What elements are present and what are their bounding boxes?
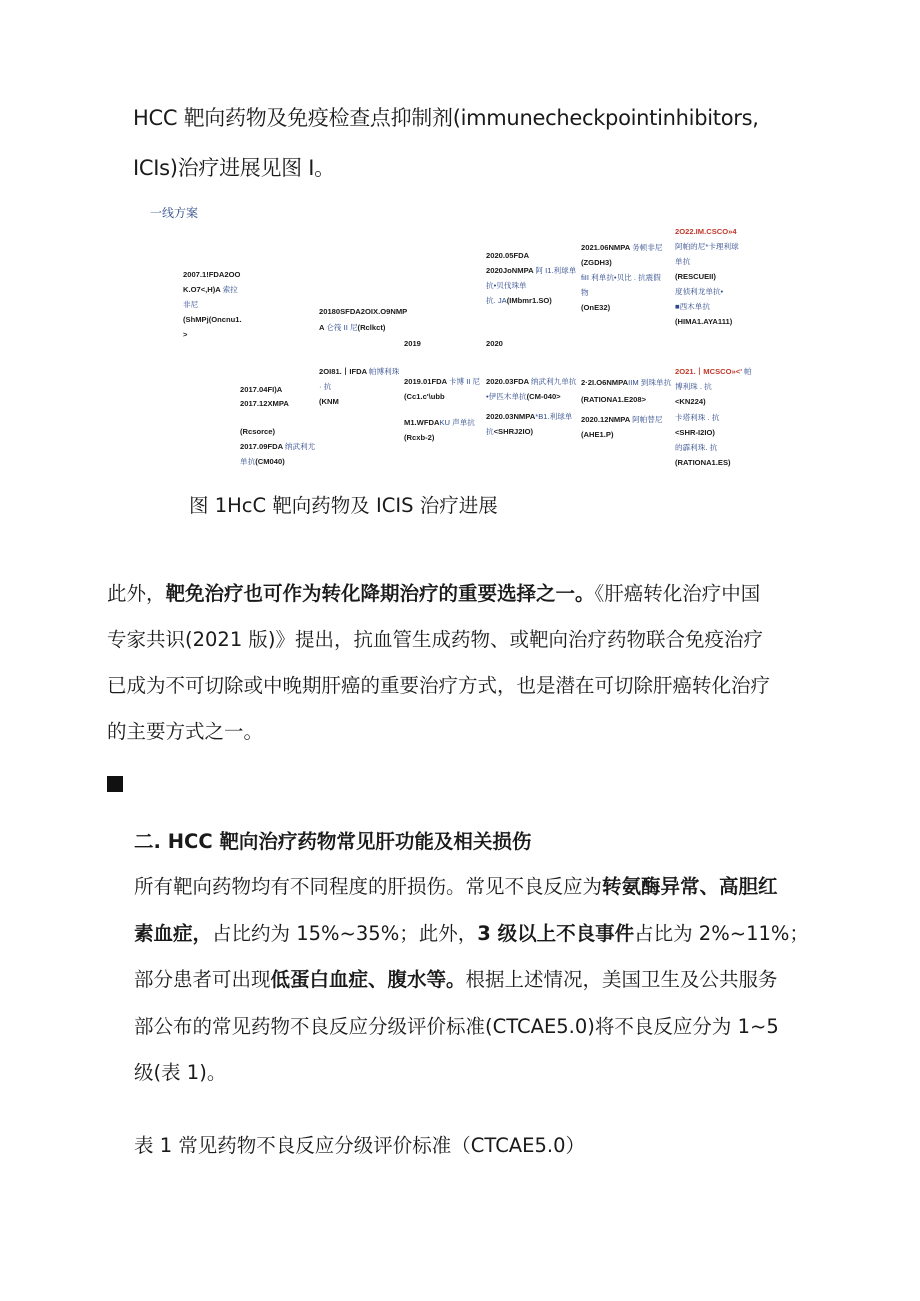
timeline-entry-line xyxy=(486,424,572,439)
timeline-text: •伊匹木单抗 xyxy=(486,392,527,401)
timeline-entry-line xyxy=(675,455,731,470)
timeline-text: 2·2I.O6NMPA xyxy=(581,378,629,387)
timeline-text: 纳武利九单抗 xyxy=(530,377,577,386)
timeline-text: (Rcxb-2) xyxy=(404,433,435,442)
timeline-text: (OnE32) xyxy=(581,303,611,312)
timeline-entry-line xyxy=(581,255,662,270)
timeline-text: 抗 xyxy=(486,427,494,436)
timeline-entry-line xyxy=(486,263,576,278)
paragraph-line: 部分患者可出现低蛋白血症、腹水等。根据上述情况，美国卫生及公共服务 xyxy=(134,968,778,991)
timeline-entry xyxy=(581,240,662,315)
timeline-text: 务顿非尼 xyxy=(632,243,663,252)
table-caption: 表 1 常见药物不良反应分级评价标准（CTCAE5.0） xyxy=(134,1134,585,1157)
timeline-text: 抗•贝伐珠单 xyxy=(486,281,527,290)
year-label: 2019 xyxy=(404,339,421,348)
timeline-entry-line xyxy=(675,425,731,440)
timeline-entry-line xyxy=(319,304,407,320)
timeline-text: 2020.03NMPA xyxy=(486,412,536,421)
timeline-text: 博利珠 . 抗 xyxy=(675,382,712,391)
timeline-text: (CM040) xyxy=(255,457,285,466)
timeline-text: 度侦利龙单抗• xyxy=(675,287,724,296)
timeline-text: 2021.06NMPA xyxy=(581,243,633,252)
timeline-text: · 抗 xyxy=(319,382,332,391)
timeline-entry-line xyxy=(486,248,576,263)
timeline-text: (RESCUEII) xyxy=(675,272,716,281)
paragraph-line: 专家共识(2021 版)》提出，抗血管生成药物、或靶向治疗药物联合免疫治疗 xyxy=(107,628,764,651)
timeline-entry-line xyxy=(675,364,752,379)
timeline-entry-line xyxy=(675,299,739,314)
timeline-text: 的霹利珠. 抗 xyxy=(675,443,718,452)
timeline-text: (AHE1.P) xyxy=(581,430,614,439)
timeline-text: 2O22.IM.CSCO»4 xyxy=(675,227,737,236)
timeline-entry xyxy=(183,267,242,342)
timeline-entry xyxy=(581,412,662,442)
paragraph-conversion-therapy xyxy=(107,571,807,755)
timeline-entry-line xyxy=(581,427,662,442)
paragraph-line: 级(表 1)。 xyxy=(134,1061,227,1084)
timeline-text: M1.WFDA xyxy=(404,418,440,427)
timeline-entry-line xyxy=(675,440,731,455)
timeline-text: (Rcsorce) xyxy=(240,427,276,436)
timeline-text: 阿帕替尼 xyxy=(632,415,663,424)
timeline-entry-line xyxy=(581,374,671,391)
timeline-text: 2007.1!FDA2OO xyxy=(183,270,241,279)
timeline-entry-line xyxy=(183,267,242,282)
figure-caption: 图 1HcC 靶向药物及 ICIS 治疗进展 xyxy=(189,494,498,517)
timeline-entry-line xyxy=(675,254,739,269)
timeline-text: 2020JoNMPA xyxy=(486,266,536,275)
timeline-text: (Cc1.c'\ubb xyxy=(404,392,445,401)
timeline-text: 单抗 xyxy=(240,457,256,466)
paragraph-line: 此外，靶免治疗也可作为转化降期治疗的重要选择之一。《肝癌转化治疗中国 xyxy=(107,582,761,605)
timeline-entry xyxy=(240,383,289,411)
timeline-entry-line xyxy=(675,410,731,425)
timeline-entry xyxy=(404,415,475,445)
timeline-entry xyxy=(675,224,739,329)
timeline-text: (Rclkct) xyxy=(357,323,386,332)
timeline-text: <SHRJ2IO) xyxy=(493,427,534,436)
timeline-entry-line xyxy=(319,320,407,336)
timeline-entry-line xyxy=(581,240,662,255)
timeline-text: 帕博利珠 xyxy=(368,367,400,376)
timeline-entry xyxy=(675,410,731,470)
timeline-entry-line xyxy=(486,278,576,293)
timeline-text: 2019.01FDA xyxy=(404,377,449,386)
timeline-text: 2020.03FDA xyxy=(486,377,531,386)
timeline-entry-line xyxy=(404,389,480,404)
timeline-text: 2020.05FDA xyxy=(486,251,530,260)
section-heading: 二. HCC 靶向治疗药物常见肝功能及相关损伤 xyxy=(134,830,532,853)
timeline-entry xyxy=(486,248,576,308)
timeline-entry xyxy=(319,304,407,336)
timeline-text: (RATIONA1.E208> xyxy=(581,395,647,404)
timeline-text: <SHR-I2IO) xyxy=(675,428,715,437)
timeline-entry-line xyxy=(486,293,576,308)
timeline-text: A xyxy=(319,323,327,332)
timeline-text: 非尼 xyxy=(183,300,199,309)
paragraph-line: 的主要方式之一。 xyxy=(107,720,264,743)
timeline-text: 帕 xyxy=(744,367,752,376)
timeline-entry-line xyxy=(319,394,399,409)
timeline-entry-line xyxy=(675,394,752,409)
timeline-entry-line xyxy=(675,379,752,394)
timeline-entry-line xyxy=(183,327,242,342)
timeline-entry-line xyxy=(675,269,739,284)
timeline-text: 2O21.丨MCSCO»<' xyxy=(675,367,745,376)
timeline-entry xyxy=(404,374,480,404)
timeline-entry xyxy=(581,374,671,408)
paragraph-line: 部公布的常见药物不良反应分级评价标准(CTCAE5.0)将不良反应分为 1~5 xyxy=(134,1014,779,1038)
timeline-text: 仑筏 II 尼 xyxy=(326,323,358,332)
timeline-entry xyxy=(675,364,752,409)
timeline-entry-line xyxy=(404,430,475,445)
timeline-text: *B1.利球单 xyxy=(535,412,573,421)
timeline-text: 单抗 xyxy=(675,257,691,266)
timeline-entry-line xyxy=(486,389,576,404)
timeline-text: 20180SFDA2OIX.O9NMP xyxy=(319,307,408,316)
timeline-text: (IMbmr1.SO) xyxy=(506,296,552,305)
figure-label: 一线方案 xyxy=(150,206,199,220)
timeline-text: (RATIONA1.ES) xyxy=(675,458,731,467)
timeline-text: 2017.09FDA xyxy=(240,442,285,451)
paragraph-line: 素血症，占比约为 15%~35%；此外，3 级以上不良事件占比为 2%~11%； xyxy=(134,921,809,945)
timeline-text: ■西木单抗 xyxy=(675,302,710,311)
timeline-entry-line xyxy=(183,312,242,327)
timeline-text: (HIMA1.AYA111) xyxy=(675,317,733,326)
timeline-text: 抗. JA xyxy=(486,296,507,305)
timeline-text: 物 xyxy=(581,288,589,297)
timeline-entry xyxy=(486,409,572,439)
timeline-text: 阿帕的尼*卡理利球 xyxy=(675,242,739,251)
timeline-text: 2017.04FI)A xyxy=(240,385,283,394)
timeline-entry xyxy=(240,424,315,469)
timeline-entry-line xyxy=(240,424,315,439)
timeline-entry-line xyxy=(404,415,475,430)
timeline-text: 2017.12XMPA xyxy=(240,399,289,408)
timeline-text: fiII 利单抗•贝比 . 抗震假 xyxy=(581,273,661,282)
timeline-entry-line xyxy=(581,270,662,285)
timeline-text: 纳武利尤 xyxy=(284,442,316,451)
paragraph-liver-injury xyxy=(134,864,810,1097)
timeline-entry-line xyxy=(319,379,399,394)
timeline-text: 卡博 II 尼 xyxy=(448,377,481,386)
timeline-entry-line xyxy=(581,285,662,300)
timeline-entry-line xyxy=(486,374,576,389)
timeline-entry-line xyxy=(486,409,572,424)
timeline-text: 2020.12NMPA xyxy=(581,415,633,424)
timeline-text: (ZGDH3) xyxy=(581,258,612,267)
timeline-text: KU 声单抗 xyxy=(439,418,475,427)
timeline-text: <KN224) xyxy=(675,397,706,406)
timeline-entry-line xyxy=(240,383,289,397)
timeline-entry-line xyxy=(675,284,739,299)
timeline-text: 阿 I1.利球单 xyxy=(535,266,577,275)
timeline-entry-line xyxy=(581,391,671,408)
timeline-text: (CM-040> xyxy=(526,392,561,401)
timeline-entry-line xyxy=(183,297,242,312)
black-square-marker xyxy=(107,776,123,792)
timeline-text: (KNM xyxy=(319,397,339,406)
timeline-entry-line xyxy=(675,314,739,329)
year-label: 2020 xyxy=(486,339,503,348)
timeline-text: 索拉 xyxy=(222,285,238,294)
intro-line-1: HCC 靶向药物及免疫检查点抑制剂(immunecheckpointinhibitors, xyxy=(133,106,759,130)
timeline-text: 卡塔利珠 . 抗 xyxy=(675,413,720,422)
timeline-text: K.O7<,H)A xyxy=(183,285,223,294)
timeline-text: > xyxy=(183,330,188,339)
timeline-entry-line xyxy=(240,397,289,411)
timeline-text: (ShMPj(Oncnu1. xyxy=(183,315,242,324)
timeline-entry-line xyxy=(319,364,399,379)
timeline-entry-line xyxy=(240,439,315,454)
timeline-entry xyxy=(319,364,399,409)
paragraph-line: 所有靶向药物均有不同程度的肝损伤。常见不良反应为转氨酶异常、高胆红 xyxy=(134,875,778,898)
timeline-entry-line xyxy=(240,454,315,469)
timeline-entry-line xyxy=(581,412,662,427)
timeline-entry-line xyxy=(581,300,662,315)
timeline-entry-line xyxy=(183,282,242,297)
timeline-entry-line xyxy=(404,374,480,389)
timeline-text: IIM 到珠单抗 xyxy=(628,378,672,387)
timeline-entry xyxy=(486,374,576,404)
timeline-text: 2OI81.丨IFDA xyxy=(319,367,369,376)
timeline-entry-line xyxy=(675,239,739,254)
intro-line-2: ICIs)治疗进展见图 I。 xyxy=(133,156,335,180)
paragraph-line: 已成为不可切除或中晚期肝癌的重要治疗方式，也是潜在可切除肝癌转化治疗 xyxy=(107,674,771,697)
timeline-entry-line xyxy=(675,224,739,239)
